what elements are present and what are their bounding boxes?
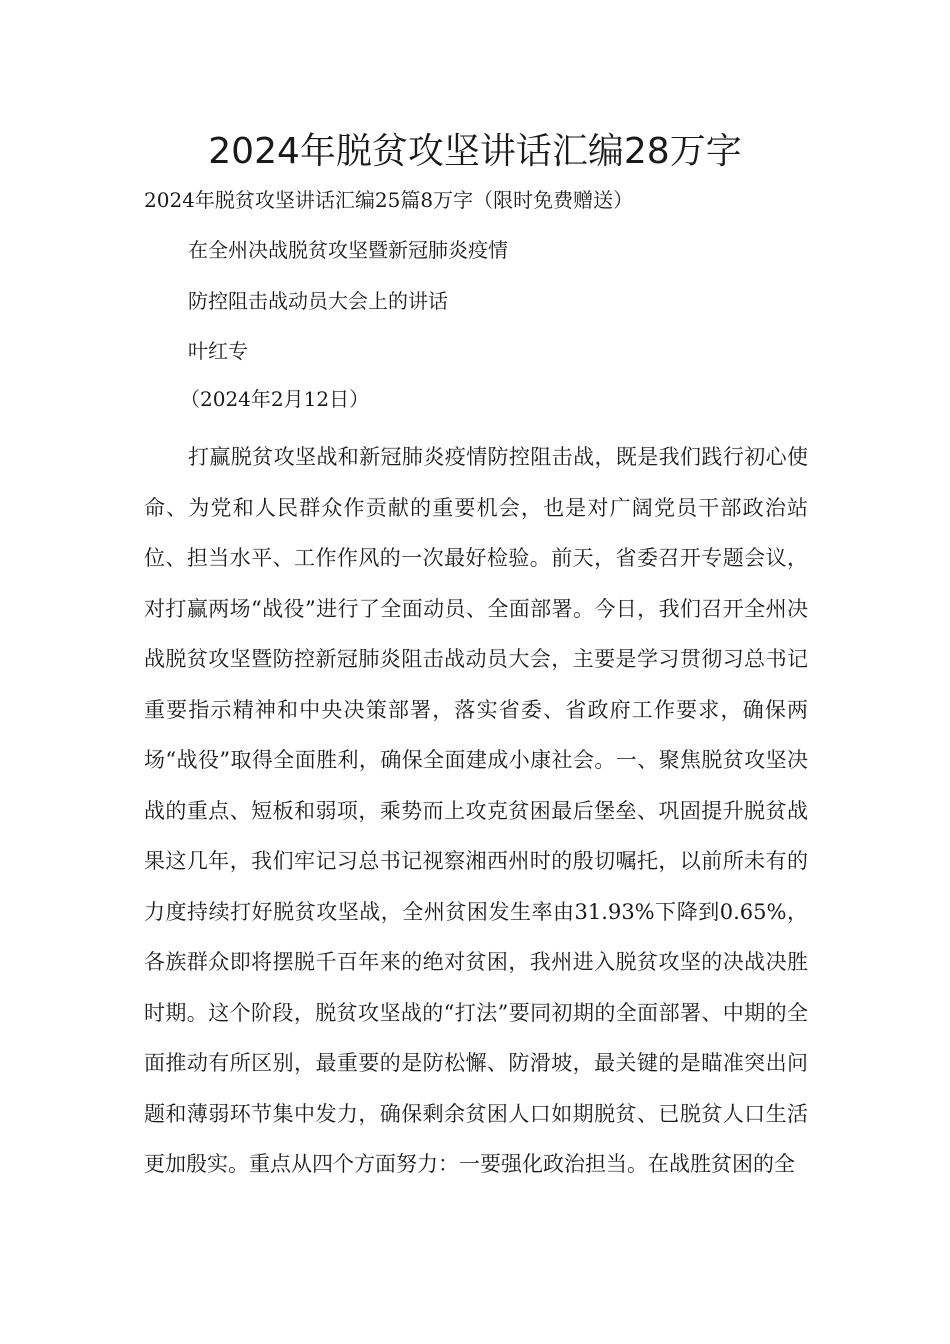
document-subtitle: 2024年脱贫攻坚讲话汇编25篇8万字（限时免费赠送） xyxy=(144,188,634,212)
speech-date: （2024年2月12日） xyxy=(180,387,370,411)
speech-title-line-2: 防控阻击战动员大会上的讲话 xyxy=(188,289,448,313)
document-title: 2024年脱贫攻坚讲话汇编28万字 xyxy=(208,131,742,172)
speech-title-line-1: 在全州决战脱贫攻坚暨新冠肺炎疫情 xyxy=(188,238,508,262)
body-paragraph: 打赢脱贫攻坚战和新冠肺炎疫情防控阻击战，既是我们践行初心使命、为党和人民群众作贡献的重要机会，也是对广阔党员干部政治站位、担当水平、工作作风的一次最好检验。前天，省委召开专题会议，对打赢两场“战役”进行了全面动员、全面部署。今日，我们召开全州决战脱贫攻坚暨防控新冠肺炎阻击战动员大会，主要是学习贯彻习总书记重要指示精神和中央决策部署，落实省委、省政府工作要求，确保两场“战役”取得全面胜利，确保全面建成小康社会。一、聚焦脱贫攻坚决战的重点、短板和弱项，乘势而上攻克贫困最后堡垒、巩固提升脱贫战果这几年，我们牢记习总书记视察湘西州时的殷切嘱托，以前所未有的力度持续打好脱贫攻坚战，全州贫困发生率由31.93%下降到0.65%，各族群众即将摆脱千百年来的绝对贫困，我州进入脱贫攻坚的决战决胜时期。这个阶段，脱贫攻坚战的“打法”要同初期的全面部署、中期的全面推动有所区别，最重要的是防松懈、防滑坡，最关键的是瞄准突出问题和薄弱环节集中发力，确保剩余贫困人口如期脱贫、已脱贫人口生活更加殷实。重点从四个方面努力：一要强化政治担当。在战胜贫困的全 xyxy=(144,445,808,1176)
speaker-name: 叶红专 xyxy=(188,339,248,363)
